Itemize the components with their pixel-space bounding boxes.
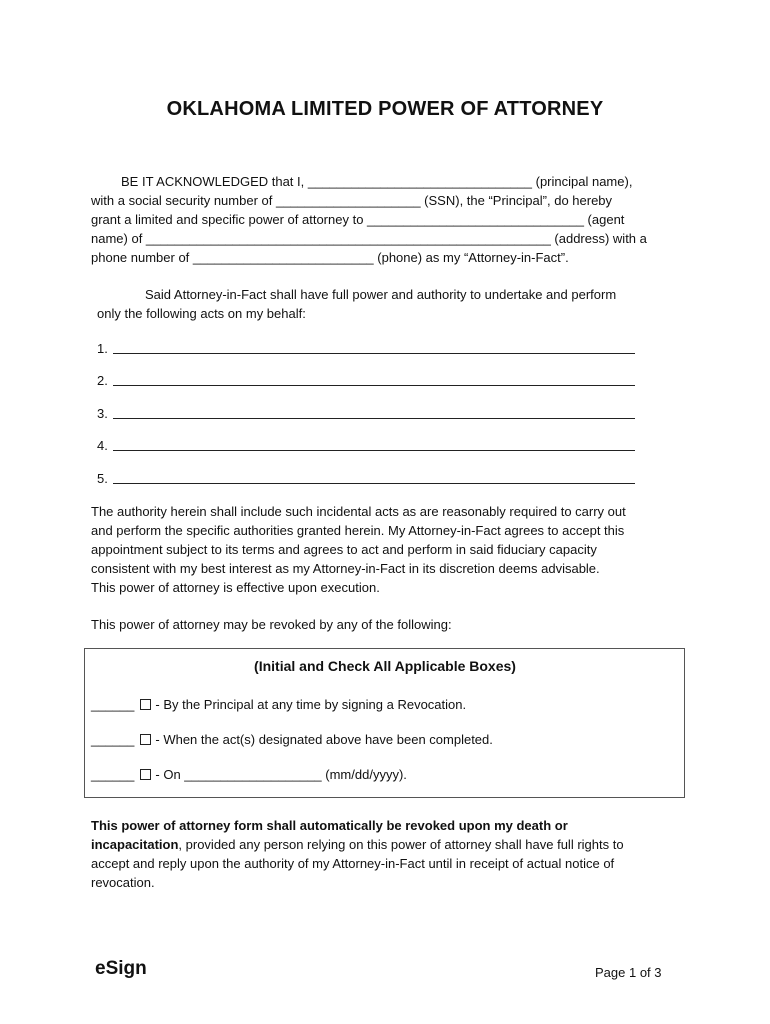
termination-line	[91, 836, 624, 854]
intro-line: BE IT ACKNOWLEDGED that I, _______________________________ (principal name),	[121, 174, 633, 189]
scope-line: only the following acts on my behalf:	[97, 306, 306, 321]
document-title: OKLAHOMA LIMITED POWER OF ATTORNEY	[166, 98, 604, 120]
scope-line: Said Attorney-in-Fact shall have full power and authority to undertake and perform	[145, 287, 617, 302]
initials-blank[interactable]: ______	[91, 767, 135, 782]
authority-line: appointment subject to its terms and agrees to act and perform in said fiduciary capacity	[91, 542, 597, 557]
authority-line: The authority herein shall include such incidental acts as are reasonably required to carry out	[91, 504, 626, 519]
checkbox[interactable]	[140, 699, 151, 710]
act-number: 4.	[97, 438, 108, 453]
act-number: 1.	[97, 341, 108, 356]
esign-logo: eSign	[95, 958, 147, 979]
act-line-2[interactable]	[113, 385, 635, 386]
act-number: 3.	[97, 406, 108, 421]
revocation-option	[91, 696, 466, 714]
act-line-3[interactable]	[113, 418, 635, 419]
termination-line: revocation.	[91, 875, 155, 890]
checkbox[interactable]	[140, 769, 151, 780]
act-line-1[interactable]	[113, 353, 635, 354]
option-text: - When the act(s) designated above have been completed.	[155, 732, 493, 747]
authority-line: This power of attorney is effective upon execution.	[91, 580, 380, 595]
intro-line: with a social security number of ____________________ (SSN), the “Principal”, do hereby	[91, 193, 613, 208]
authority-line: consistent with my best interest as my Attorney-in-Fact in its discretion deems advisable.	[91, 561, 600, 576]
act-line-5[interactable]	[113, 483, 635, 484]
page-number: Page 1 of 3	[595, 965, 662, 980]
initials-blank[interactable]: ______	[91, 732, 135, 747]
revocation-option	[91, 766, 407, 784]
revocation-option	[91, 731, 493, 749]
initials-blank[interactable]: ______	[91, 697, 135, 712]
option-text: - On ___________________ (mm/dd/yyyy).	[155, 767, 407, 782]
termination-bold-word: incapacitation	[91, 837, 179, 852]
revocation-intro: This power of attorney may be revoked by any of the following:	[91, 617, 452, 632]
termination-line: This power of attorney form shall automatically be revoked upon my death or	[91, 818, 568, 833]
intro-line: grant a limited and specific power of attorney to ______________________________ (agent	[91, 212, 625, 227]
intro-line: phone number of _________________________ (phone) as my “Attorney-in-Fact”.	[91, 250, 569, 265]
act-number: 5.	[97, 471, 108, 486]
option-text: - By the Principal at any time by signing a Revocation.	[155, 697, 467, 712]
checkbox[interactable]	[140, 734, 151, 745]
termination-line: accept and reply upon the authority of my Attorney-in-Fact until in receipt of actual notice of	[91, 856, 615, 871]
termination-line-rest: , provided any person relying on this power of attorney shall have full rights to	[178, 837, 624, 852]
authority-line: and perform the specific authorities granted herein. My Attorney-in-Fact agrees to accept this	[91, 523, 625, 538]
act-line-4[interactable]	[113, 450, 635, 451]
act-number: 2.	[97, 373, 108, 388]
intro-line: name) of ________________________________________________________ (address) with a	[91, 231, 647, 246]
revocation-box-heading: (Initial and Check All Applicable Boxes)	[254, 658, 516, 674]
